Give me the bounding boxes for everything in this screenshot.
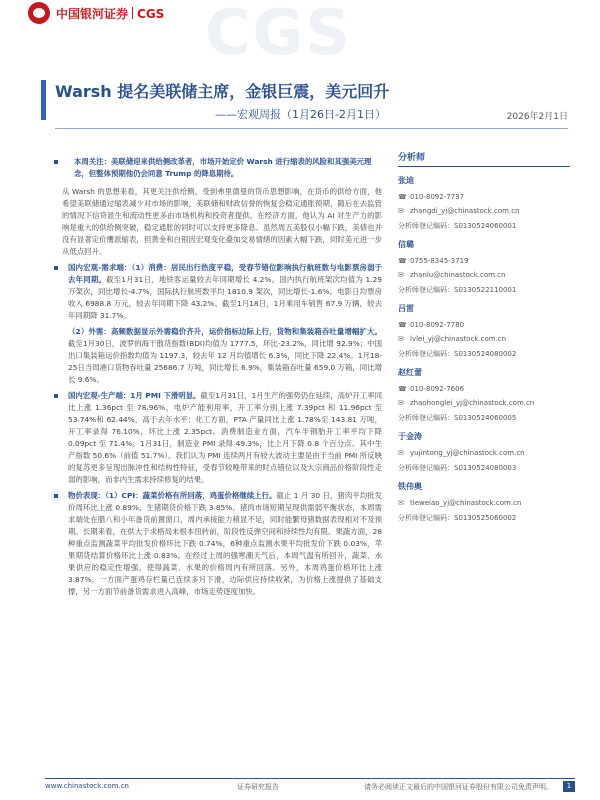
page-number: 1 <box>563 781 575 792</box>
analyst-email[interactable]: zhanlu@chinastock.com.cn <box>410 271 506 279</box>
report-header <box>0 0 600 69</box>
section-prices <box>62 490 382 598</box>
analyst-card <box>398 431 570 473</box>
bullet-icon <box>54 266 58 270</box>
email-icon: ✉ <box>398 399 404 407</box>
prices-heading: 物价表现：（1）CPI：蔬菜价格有所回落，鸡蛋价格继续上行。 <box>68 491 277 500</box>
analyst-phone: 0755-8345-3719 <box>410 257 469 265</box>
company-logo <box>28 2 164 24</box>
analyst-email[interactable]: zhaohonglei_yj@chinastock.com.cn <box>410 399 535 407</box>
footer-report-type: 证券研究报告 <box>237 783 279 791</box>
bullet-icon <box>54 394 58 398</box>
production-body: 截至1月31日，1月生产的强势仍在延续，高炉开工率同比上涨 1.36pct 至 78.96%，电炉产能利用率，开工率分别上涨 7.39pct 和 11.96pct 至 53.74%和 62.44%，高于去年水平；化工方面，PTA 产量同比上涨 1.78%至 143.81 万吨，开工率录得 76.10%，环比上涨 2.35pct。消费制造业方面，汽车半钢胎开工率平均下降 0.09pct 至 71.4%。1月31日，制造业 PMI 录得 49.3%，比上月下降 0.8 个百分点。其中生产指数 50.6%（前值 51.7%）。我们认为 PMI 连续两月有较大波动主要是由于当前 PMI 所反映的复苏更多呈现出脉冲性和结构性特征，受春节较晚带来的时点错位以及大宗商品价格阶段性走弱的影响，而非内生需求持续修复的结果。 <box>68 391 382 484</box>
production-heading: 国内宏观-生产端：1月 PMI 下滑明显。 <box>68 391 201 400</box>
analyst-cert: 分析师登记编码：S0130525060002 <box>398 514 517 522</box>
logo-divider <box>132 7 133 19</box>
demand-heading: 国内宏观-需求端：（1）消费：居民出行热度平稳，受春节错位影响执行航班数与电影票房弱于去年同期。 <box>68 263 382 284</box>
analyst-phone: 010-8092-7737 <box>410 193 465 201</box>
bullet-icon <box>54 160 58 164</box>
report-subtitle: ——宏观周报（1月26日-2月1日） <box>215 108 386 121</box>
analyst-email[interactable]: zhangdi_yj@chinastock.com.cn <box>410 207 520 215</box>
email-icon: ✉ <box>398 335 404 343</box>
watermark-logo: CGS <box>205 0 353 69</box>
analyst-card <box>398 303 570 359</box>
footer-url[interactable]: www.chinastock.com.cn <box>45 782 129 790</box>
analyst-card <box>398 175 570 231</box>
analyst-name: 铁伟奥 <box>398 482 422 491</box>
title-accent-bar <box>41 80 46 120</box>
report-date: 2026年2月1日 <box>506 112 568 122</box>
analyst-name: 赵红蕾 <box>398 368 422 377</box>
analyst-cert: 分析师登记编码：S0130524060005 <box>398 414 517 422</box>
phone-icon: ☎ <box>398 257 407 265</box>
brand-en: CGS <box>137 6 165 21</box>
external-demand-heading: （2）外需：高频数据显示外需稳价齐升，运价指标边际上行，货物和集装箱吞吐量增幅扩大。 <box>68 327 382 336</box>
analyst-cert: 分析师登记编码：S0130524080003 <box>398 464 517 472</box>
email-icon: ✉ <box>398 271 404 279</box>
prices-body: 截止 1 月 30 日，猪肉平均批发价周环比上涨 0.89%，生猪期货价格下跌 3.85%。猪肉市场短期呈现供需弱平衡状态，本周需求端处在腊八和小年备货前置窗口，周内承接能力稍显不足，同时能繁母猪数据表现相对不及预期。长期来看，在供大于求格局未根本扭转前，阶段性反弹空间和持续性均有限。果蔬方面，28种重点监测蔬菜平均批发价格环比下跌 0.74%，6种重点监测水果平均批发价下跌 0.03%，苹果期货结算价格环比上涨 0.83%。在经过上周的强寒潮天气后，本周气温有所回升，蔬菜、水果供应的稳定性增强，使得蔬菜、水果的价格周内有所回落。另外，本周鸡蛋价格环比上涨 3.87%，一方面产蛋鸡存栏量已连续多月下滑，边际供应持续收紧，为价格上涨提供了基础支撑，另一方面节前备货需求进入高峰，市场走势逐度加快。 <box>68 491 382 596</box>
analyst-cert: 分析师登记编码：S0130524060001 <box>398 222 517 230</box>
report-body <box>62 152 382 602</box>
email-icon: ✉ <box>398 499 404 507</box>
footer-disclaimer: 请务必阅读正文最后的中国银河证券股份有限公司免责声明。 <box>364 783 553 791</box>
section-summary <box>62 156 382 180</box>
summary-text: 本周关注：美联储迎来供给侧改革者，市场开始定价 Warsh 进行缩表的风险和其强美元理念，但整体预期他仍会同意 Trump 的降息期待。 <box>74 157 372 178</box>
sidebar-title: 分析师 <box>398 150 570 167</box>
analyst-card <box>398 239 570 295</box>
analyst-sidebar <box>398 150 570 529</box>
email-icon: ✉ <box>398 207 404 215</box>
analyst-phone: 010-8092-7606 <box>410 385 465 393</box>
analyst-email[interactable]: yujintong_yj@chinastock.com.cn <box>410 449 525 457</box>
phone-icon: ☎ <box>398 321 407 329</box>
section-demand <box>62 262 382 386</box>
analyst-email[interactable]: lvlei_yj@chinastock.com.cn <box>410 335 507 343</box>
analyst-name: 信璐 <box>398 240 414 249</box>
title-divider <box>55 128 568 129</box>
report-title: Warsh 提名美联储主席，金银巨震，美元回升 <box>55 82 390 101</box>
analyst-cert: 分析师登记编码：S0130522110001 <box>398 286 517 294</box>
brand-cn: 中国银河证券 <box>56 6 129 21</box>
page-footer <box>45 778 575 793</box>
demand-body: 截至1月31日，地铁客运量较去年同期增长 4.2%。国内执行航班架次均值为 1.29 万架次，同比增长-4.7%，国际执行航班数平均 1810.9 架次，同比增长-1.6%。电影日均票房收入 6988.8 万元，较去年同期下降 43.2%。截至1月18日，1月乘用车销售 67.9 万辆，较去年同期降 31.7%。 <box>68 275 382 320</box>
analyst-name: 吕雷 <box>398 304 414 313</box>
logo-mark-icon <box>28 2 50 24</box>
analyst-name: 于金涛 <box>398 432 422 441</box>
analyst-email[interactable]: tieweiao_yj@chinastock.com.cn <box>410 499 522 507</box>
external-demand-body: 截至1月30日，波罗的海干散货指数(BDI)均值为 1777.5，环比-23.2%，同比增 92.9%；中国出口集装箱运价指数均值为 1197.3，较去年 12 月均值增长 6.3%，同比下降 22.4%。1月18-25日当周港口货物吞吐量 25686.7 万吨，同比增长 6.9%，集装箱吞吐量 659.0 万箱，同比增长 9.6%。 <box>68 339 382 384</box>
section-production <box>62 390 382 486</box>
bullet-icon <box>54 494 58 498</box>
analyst-card <box>398 481 570 523</box>
paragraph-warsh: 从 Warsh 的思想来看，其更关注供给侧，受到弗里德曼的货币思想影响，在货币的供给方面，他希望美联储通过缩表减少对市场的影响，美联储和财政信誉的恢复会稳定通胀预期，随后在去监管的情况下信贷派生和流动性更多由市场机构和投资者提供。在经济方面，他认为 AI 对生产力的影响是重大的供给侧突破，稳定通胀的同时可以支持更多降息。虽然周五美股仅小幅下跌，美债也并没有显著定价鹰派缩表，但黄金和白银因宏观变化叠加交易情绪的因素大幅下跌，同时美元进一步从低点回升。 <box>62 187 382 256</box>
analyst-cert: 分析师登记编码：S0130524080002 <box>398 350 517 358</box>
analyst-phone: 010-8092-7780 <box>410 321 465 329</box>
email-icon: ✉ <box>398 449 404 457</box>
analyst-card <box>398 367 570 423</box>
analyst-name: 张迪 <box>398 176 414 185</box>
phone-icon: ☎ <box>398 385 407 393</box>
phone-icon: ☎ <box>398 193 407 201</box>
